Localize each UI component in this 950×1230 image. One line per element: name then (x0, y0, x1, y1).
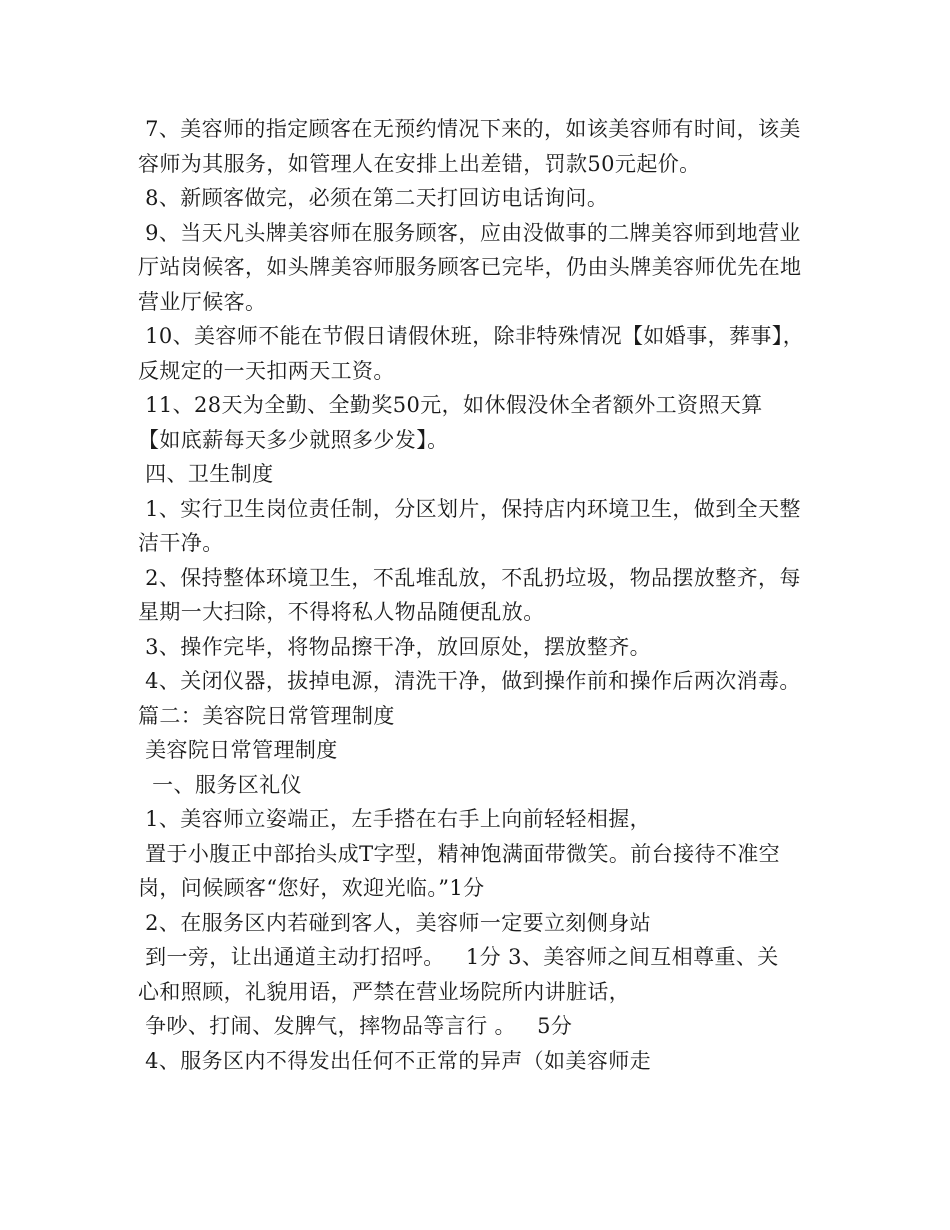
document-title: 美容院日常管理制度 (138, 738, 338, 762)
text-line: 11、28天为全勤、全勤奖50元，如休假没休全者额外工资照天算 (138, 393, 763, 417)
text-line: 星期一大扫除，不得将私人物品随便乱放。 (138, 600, 545, 624)
text-line: 心和照顾，礼貌用语，严禁在营业场院所内讲脏话， (138, 979, 631, 1004)
text-line: 厅站岗候客，如头牌美容师服务顾客已完毕，仍由头牌美容师优先在地 (138, 255, 802, 279)
text-line: 容师为其服务，如管理人在安排上出差错，罚款50元起价。 (138, 151, 701, 176)
text-line: 洁干净。 (138, 531, 224, 555)
text-line: 岗，问候顾客“您好，欢迎光临。”1分 (138, 876, 485, 900)
text-line: 2、保持整体环境卫生，不乱堆乱放，不乱扔垃圾，物品摆放整齐，每 (138, 565, 801, 590)
text-line: 争吵、打闹、发脾气，摔物品等言行 。 5分 (138, 1014, 573, 1038)
section-heading: 一、服务区礼仪 (138, 772, 302, 797)
chapter-heading: 篇二：美容院日常管理制度 (138, 703, 395, 728)
text-line: 4、服务区内不得发出任何不正常的异声（如美容师走 (138, 1048, 652, 1073)
text-line: 置于小腹正中部抬头成T字型，精神饱满面带微笑。前台接待不准空 (138, 841, 781, 866)
text-line: 【如底薪每天多少就照多少发】。 (138, 427, 449, 452)
text-line: 反规定的一天扣两天工资。 (138, 358, 395, 383)
text-line: 9、当天凡头牌美容师在服务顾客，应由没做事的二牌美容师到地营业 (138, 220, 801, 245)
text-line: 10、美容师不能在节假日请假休班，除非特殊情况【如婚事，葬事】， (138, 324, 805, 348)
text-line: 营业厅候客。 (138, 289, 267, 314)
text-line: 3、操作完毕，将物品擦干净，放回原处，摆放整齐。 (138, 634, 652, 659)
text-line: 2、在服务区内若碰到客人，美容师一定要立刻侧身站 (138, 910, 652, 935)
text-line: 1、美容师立姿端正，左手搭在右手上向前轻轻相握， (138, 807, 652, 831)
text-line: 8、新顾客做完，必须在第二天打回访电话询问。 (138, 186, 609, 210)
text-line: 4、关闭仪器，拔掉电源，清洗干净，做到操作前和操作后两次消毒。 (138, 669, 801, 693)
section-heading: 四、卫生制度 (138, 462, 274, 486)
text-line: 1、实行卫生岗位责任制，分区划片，保持店内环境卫生，做到全天整 (138, 496, 801, 521)
document-body (138, 112, 838, 1078)
text-line: 7、美容师的指定顾客在无预约情况下来的，如该美容师有时间，该美 (138, 117, 801, 141)
text-line: 到一旁，让出通道主动打招呼。 1分 3、美容师之间互相尊重、关 (138, 945, 779, 969)
